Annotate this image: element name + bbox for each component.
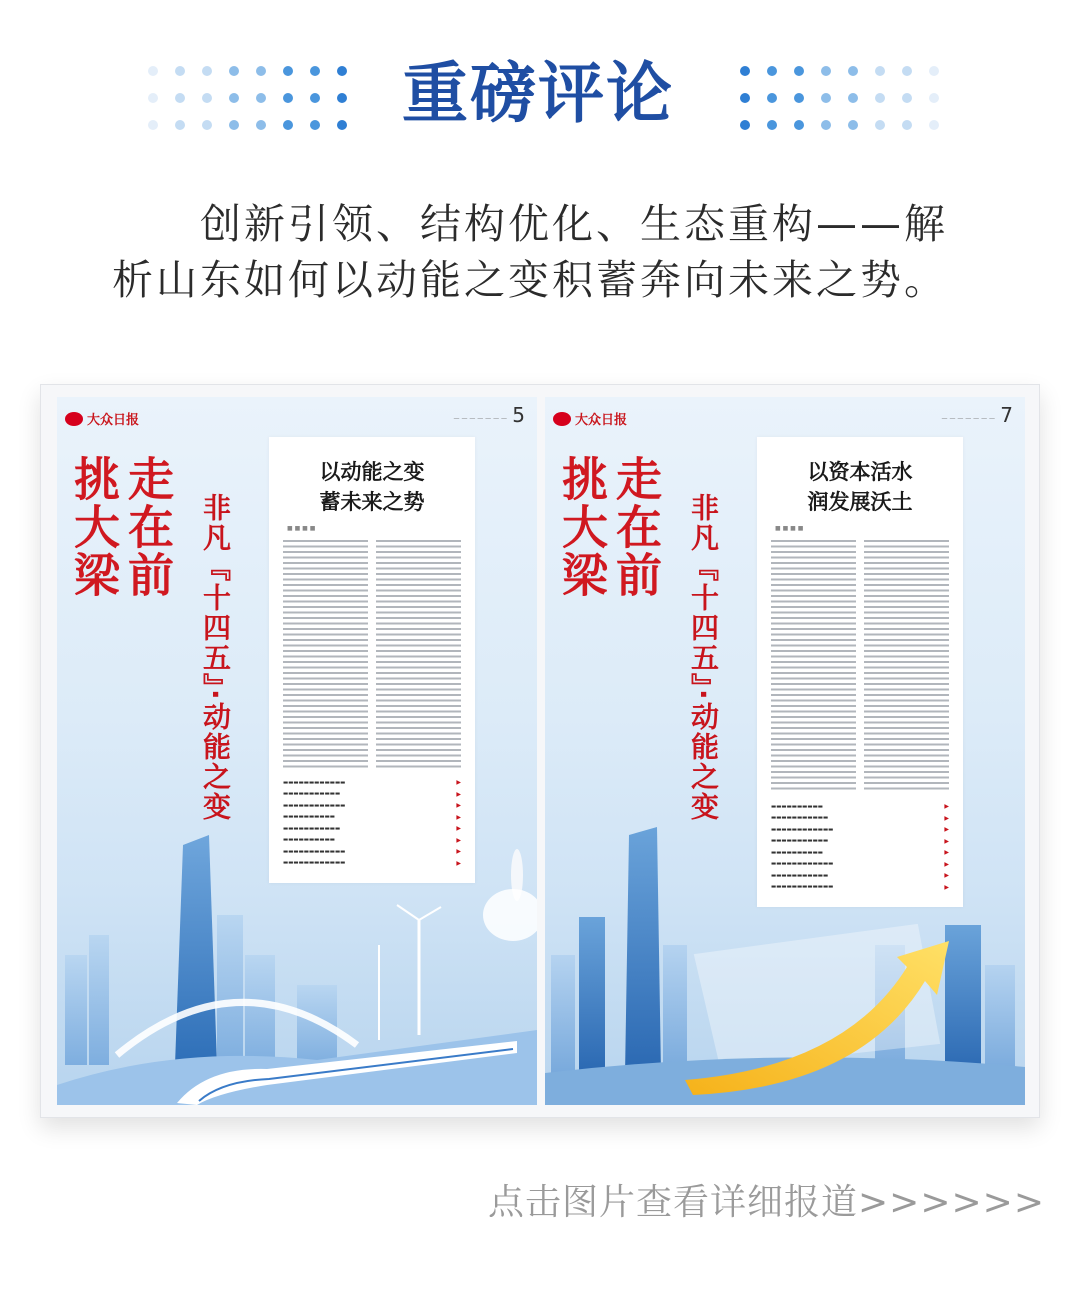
building	[245, 955, 275, 1065]
decorative-dot	[929, 66, 939, 76]
turbine-blade	[397, 905, 419, 920]
logo-mark-icon	[65, 412, 83, 426]
decorative-dot	[875, 120, 885, 130]
logo-text: 大众日报	[87, 413, 140, 428]
decorative-dot	[229, 120, 239, 130]
page-number: 7	[1000, 403, 1013, 427]
decorative-dot	[283, 66, 293, 76]
decorative-dot	[929, 93, 939, 103]
text-column	[771, 540, 856, 790]
decorative-dot	[175, 120, 185, 130]
decorative-dot	[902, 93, 912, 103]
logo-text: 大众日报	[575, 413, 628, 428]
decorative-dot	[337, 120, 347, 130]
logo-mark-icon	[553, 412, 571, 426]
decorative-dot	[794, 120, 804, 130]
calligraphy-line-2: 挑大梁	[555, 455, 609, 599]
text-column	[864, 540, 949, 790]
newspaper-page-7[interactable]	[545, 397, 1025, 1105]
page-meta-line: — — — — — — —	[941, 415, 995, 422]
body-text-columns	[757, 534, 963, 796]
article-title-line-2: 润发展沃土	[807, 490, 913, 514]
page-meta-line: — — — — — — —	[453, 415, 507, 422]
newspaper-logo	[553, 409, 627, 428]
view-details-link[interactable]: 点击图片查看详细报道>>>>>>	[488, 1182, 1045, 1223]
byline: ■ ■ ■ ■	[775, 525, 804, 532]
decorative-dot	[175, 93, 185, 103]
dot-pattern-right	[740, 66, 941, 132]
decorative-dot	[821, 93, 831, 103]
toc-row: ▬▬▬▬▬▬▬▬▬▬▬ ▶	[283, 790, 461, 798]
building	[551, 955, 575, 1075]
page-number: 5	[512, 403, 525, 427]
newspaper-logo	[65, 409, 139, 428]
decorative-dot	[283, 93, 293, 103]
calligraphy-line-1: 走在前	[121, 455, 175, 599]
toc-row: ▬▬▬▬▬▬▬▬▬▬▬▬ ▶	[771, 860, 949, 868]
skyscraper	[625, 827, 661, 1075]
decorative-dot	[337, 66, 347, 76]
calligraphy-line-2: 挑大梁	[67, 455, 121, 599]
section-header	[0, 52, 1080, 142]
newspaper-spread-image[interactable]	[40, 384, 1040, 1118]
toc-row: ▬▬▬▬▬▬▬▬▬▬▬▬ ▶	[283, 848, 461, 856]
toc-row: ▬▬▬▬▬▬▬▬▬▬▬▬ ▶	[283, 779, 461, 787]
decorative-dot	[767, 93, 777, 103]
decorative-dot	[740, 66, 750, 76]
byline: ■ ■ ■ ■	[287, 525, 316, 532]
toc-row: ▬▬▬▬▬▬▬▬▬▬ ▶	[283, 836, 461, 844]
section-title: 重磅评论	[402, 55, 674, 132]
decorative-dot	[148, 120, 158, 130]
article-title-line-1: 以资本活水	[807, 460, 913, 484]
text-column	[376, 540, 461, 770]
decorative-dot	[848, 66, 858, 76]
toc-row: ▬▬▬▬▬▬▬▬▬▬ ▶	[283, 813, 461, 821]
decorative-dot	[283, 120, 293, 130]
decorative-dot	[202, 120, 212, 130]
decorative-dot	[794, 93, 804, 103]
decorative-dot	[229, 66, 239, 76]
decorative-dot	[202, 66, 212, 76]
finance-scene-illustration	[545, 805, 1025, 1105]
toc-row: ▬▬▬▬▬▬▬▬▬▬▬▬ ▶	[283, 802, 461, 810]
decorative-dot	[902, 66, 912, 76]
decorative-dot	[202, 93, 212, 103]
decorative-dot	[875, 66, 885, 76]
decorative-dot	[875, 93, 885, 103]
building	[985, 965, 1015, 1075]
decorative-dot	[794, 66, 804, 76]
decorative-dot	[256, 120, 266, 130]
toc-row: ▬▬▬▬▬▬▬▬▬▬▬▬ ▶	[771, 826, 949, 834]
newspaper-page-5[interactable]	[57, 397, 537, 1105]
body-text-columns	[269, 534, 475, 776]
decorative-dot	[148, 66, 158, 76]
skyscraper	[175, 835, 217, 1065]
rocket-smoke	[483, 889, 537, 941]
decorative-dot	[175, 66, 185, 76]
decorative-dot	[821, 120, 831, 130]
decorative-dot	[256, 66, 266, 76]
vertical-subtitle: 非凡『十四五』·动能之变	[199, 493, 232, 822]
toc-row: ▬▬▬▬▬▬▬▬▬▬ ▶	[771, 849, 949, 857]
decorative-dot	[310, 120, 320, 130]
article-title-line-1: 以动能之变	[319, 460, 425, 484]
dot-pattern-left	[148, 66, 349, 132]
decorative-dot	[229, 93, 239, 103]
decorative-dot	[310, 66, 320, 76]
calligraphy-line-1: 走在前	[609, 455, 663, 599]
decorative-dot	[310, 93, 320, 103]
toc-row: ▬▬▬▬▬▬▬▬▬▬▬ ▶	[771, 872, 949, 880]
intro-paragraph: 创新引领、结构优化、生态重构——解析山东如何以动能之变积蓄奔向未来之势。	[112, 200, 948, 304]
decorative-dot	[929, 120, 939, 130]
decorative-dot	[902, 120, 912, 130]
decorative-dot	[848, 93, 858, 103]
article-title-line-2: 蓄未来之势	[319, 490, 425, 514]
decorative-dot	[337, 93, 347, 103]
calligraphy-headline	[555, 455, 663, 599]
turbine-blade	[419, 907, 441, 920]
toc-row: ▬▬▬▬▬▬▬▬▬▬▬▬ ▶	[283, 859, 461, 867]
decorative-dot	[740, 93, 750, 103]
building	[65, 955, 87, 1065]
building	[663, 945, 687, 1075]
decorative-dot	[848, 120, 858, 130]
toc-row: ▬▬▬▬▬▬▬▬▬▬▬ ▶	[771, 837, 949, 845]
toc-row: ▬▬▬▬▬▬▬▬▬▬ ▶	[771, 803, 949, 811]
building	[217, 915, 243, 1065]
skyscraper	[945, 925, 981, 1075]
decorative-dot	[767, 66, 777, 76]
building	[89, 935, 109, 1065]
calligraphy-headline	[67, 455, 175, 599]
toc-row: ▬▬▬▬▬▬▬▬▬▬▬▬ ▶	[771, 883, 949, 891]
city-scene-illustration	[57, 805, 537, 1105]
toc-row: ▬▬▬▬▬▬▬▬▬▬▬ ▶	[771, 814, 949, 822]
decorative-dot	[821, 66, 831, 76]
vertical-subtitle: 非凡『十四五』·动能之变	[687, 493, 720, 822]
decorative-dot	[767, 120, 777, 130]
decorative-dot	[740, 120, 750, 130]
toc-row: ▬▬▬▬▬▬▬▬▬▬▬ ▶	[283, 825, 461, 833]
decorative-dot	[148, 93, 158, 103]
text-column	[283, 540, 368, 770]
skyscraper	[579, 917, 605, 1075]
decorative-dot	[256, 93, 266, 103]
